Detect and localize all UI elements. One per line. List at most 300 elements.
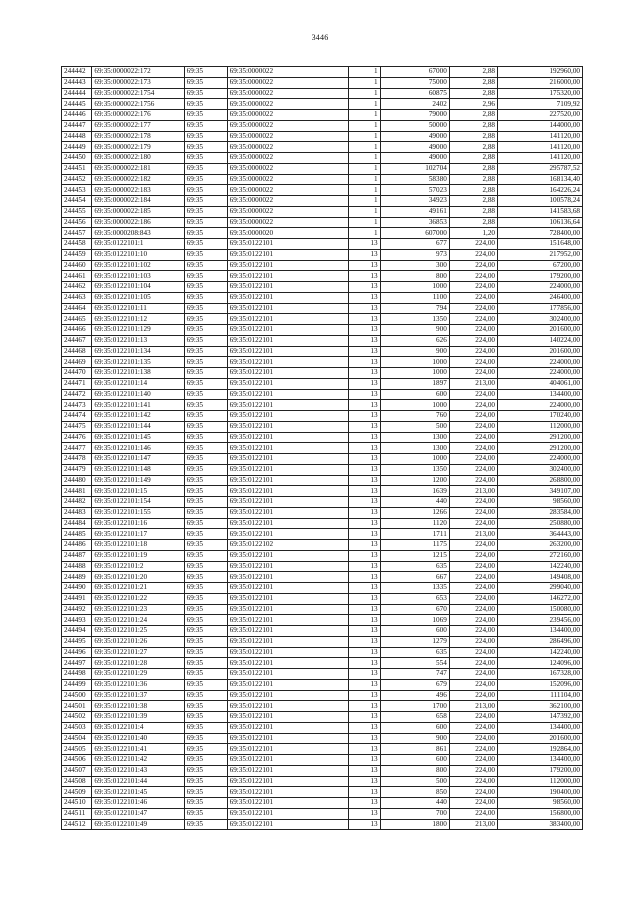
cadastral-number-cell: 69:35:0122101:17 <box>92 529 184 540</box>
cadastral-number-cell: 69:35:0122101:1 <box>92 239 184 250</box>
area-cell: 600 <box>380 722 449 733</box>
specific-value-cell: 2,88 <box>449 77 497 88</box>
cadastral-value-cell: 239456,00 <box>498 615 583 626</box>
table-row <box>62 690 583 701</box>
specific-value-cell: 2,88 <box>449 185 497 196</box>
land-category-cell: 13 <box>349 669 380 680</box>
area-cell: 102704 <box>380 163 449 174</box>
area-cell: 1069 <box>380 615 449 626</box>
table-row <box>62 722 583 733</box>
district-code-cell: 69:35 <box>184 787 227 798</box>
record-number-cell: 244458 <box>62 239 92 250</box>
land-category-cell: 13 <box>349 389 380 400</box>
cadastral-value-cell: 291200,00 <box>498 443 583 454</box>
cadastral-value-cell: 167328,00 <box>498 669 583 680</box>
cadastral-value-cell: 175320,00 <box>498 88 583 99</box>
record-number-cell: 244500 <box>62 690 92 701</box>
record-number-cell: 244456 <box>62 217 92 228</box>
specific-value-cell: 224,00 <box>449 755 497 766</box>
area-cell: 1350 <box>380 464 449 475</box>
cadastral-number-cell: 69:35:0122101:4 <box>92 722 184 733</box>
cadastral-value-cell: 179200,00 <box>498 271 583 282</box>
record-number-cell: 244511 <box>62 808 92 819</box>
area-cell: 57023 <box>380 185 449 196</box>
specific-value-cell: 224,00 <box>449 593 497 604</box>
cadastral-value-cell: 272160,00 <box>498 550 583 561</box>
district-code-cell: 69:35 <box>184 486 227 497</box>
cadastral-value-cell: 201600,00 <box>498 325 583 336</box>
cadastral-quarter-cell: 69:35:0122101 <box>227 572 349 583</box>
cadastral-quarter-cell: 69:35:0000022 <box>227 185 349 196</box>
land-category-cell: 13 <box>349 335 380 346</box>
cadastral-quarter-cell: 69:35:0122101 <box>227 744 349 755</box>
land-category-cell: 13 <box>349 239 380 250</box>
area-cell: 1897 <box>380 378 449 389</box>
cadastral-quarter-cell: 69:35:0122101 <box>227 690 349 701</box>
record-number-cell: 244510 <box>62 798 92 809</box>
table-row <box>62 507 583 518</box>
cadastral-quarter-cell: 69:35:0122101 <box>227 335 349 346</box>
table-row <box>62 368 583 379</box>
cadastral-value-cell: 246400,00 <box>498 292 583 303</box>
cadastral-quarter-cell: 69:35:0122101 <box>227 292 349 303</box>
cadastral-number-cell: 69:35:0122101:36 <box>92 679 184 690</box>
table-row <box>62 206 583 217</box>
specific-value-cell: 2,88 <box>449 163 497 174</box>
land-category-cell: 13 <box>349 593 380 604</box>
land-category-cell: 13 <box>349 518 380 529</box>
cadastral-number-cell: 69:35:0122101:27 <box>92 647 184 658</box>
cadastral-number-cell: 69:35:0122101:147 <box>92 454 184 465</box>
land-category-cell: 1 <box>349 88 380 99</box>
land-category-cell: 13 <box>349 314 380 325</box>
cadastral-number-cell: 69:35:0000022:180 <box>92 153 184 164</box>
area-cell: 1175 <box>380 540 449 551</box>
specific-value-cell: 224,00 <box>449 604 497 615</box>
record-number-cell: 244501 <box>62 701 92 712</box>
record-number-cell: 244493 <box>62 615 92 626</box>
record-number-cell: 244468 <box>62 346 92 357</box>
land-category-cell: 13 <box>349 679 380 690</box>
specific-value-cell: 224,00 <box>449 454 497 465</box>
cadastral-quarter-cell: 69:35:0000020 <box>227 228 349 239</box>
land-category-cell: 1 <box>349 142 380 153</box>
cadastral-number-cell: 69:35:0122101:44 <box>92 776 184 787</box>
cadastral-value-cell: 164226,24 <box>498 185 583 196</box>
land-category-cell: 13 <box>349 346 380 357</box>
cadastral-quarter-cell: 69:35:0122101 <box>227 529 349 540</box>
cadastral-quarter-cell: 69:35:0122101 <box>227 561 349 572</box>
land-category-cell: 13 <box>349 432 380 443</box>
cadastral-number-cell: 69:35:0122101:103 <box>92 271 184 282</box>
table-body <box>62 67 583 830</box>
cadastral-number-cell: 69:35:0122101:135 <box>92 357 184 368</box>
cadastral-value-cell: 227520,00 <box>498 110 583 121</box>
table-row <box>62 249 583 260</box>
area-cell: 1711 <box>380 529 449 540</box>
district-code-cell: 69:35 <box>184 389 227 400</box>
district-code-cell: 69:35 <box>184 292 227 303</box>
cadastral-value-cell: 177856,00 <box>498 303 583 314</box>
land-category-cell: 13 <box>349 626 380 637</box>
cadastral-quarter-cell: 69:35:0122101 <box>227 701 349 712</box>
cadastral-quarter-cell: 69:35:0000022 <box>227 88 349 99</box>
district-code-cell: 69:35 <box>184 368 227 379</box>
area-cell: 800 <box>380 765 449 776</box>
cadastral-number-cell: 69:35:0122101:102 <box>92 260 184 271</box>
table-row <box>62 346 583 357</box>
cadastral-value-cell: 111104,00 <box>498 690 583 701</box>
cadastral-quarter-cell: 69:35:0122101 <box>227 303 349 314</box>
land-category-cell: 13 <box>349 475 380 486</box>
specific-value-cell: 2,96 <box>449 99 497 110</box>
table-row <box>62 626 583 637</box>
record-number-cell: 244477 <box>62 443 92 454</box>
area-cell: 1279 <box>380 636 449 647</box>
area-cell: 900 <box>380 733 449 744</box>
specific-value-cell: 224,00 <box>449 658 497 669</box>
cadastral-number-cell: 69:35:0000022:179 <box>92 142 184 153</box>
cadastral-number-cell: 69:35:0000022:181 <box>92 163 184 174</box>
table-row <box>62 464 583 475</box>
table-row <box>62 303 583 314</box>
table-row <box>62 325 583 336</box>
cadastral-number-cell: 69:35:0122101:140 <box>92 389 184 400</box>
land-category-cell: 1 <box>349 99 380 110</box>
district-code-cell: 69:35 <box>184 421 227 432</box>
table-row <box>62 217 583 228</box>
area-cell: 635 <box>380 561 449 572</box>
specific-value-cell: 224,00 <box>449 583 497 594</box>
cadastral-quarter-cell: 69:35:0000022 <box>227 142 349 153</box>
table-row <box>62 174 583 185</box>
table-row <box>62 776 583 787</box>
record-number-cell: 244502 <box>62 712 92 723</box>
district-code-cell: 69:35 <box>184 636 227 647</box>
specific-value-cell: 224,00 <box>449 615 497 626</box>
district-code-cell: 69:35 <box>184 593 227 604</box>
district-code-cell: 69:35 <box>184 561 227 572</box>
specific-value-cell: 224,00 <box>449 787 497 798</box>
cadastral-value-cell: 217952,00 <box>498 249 583 260</box>
cadastral-quarter-cell: 69:35:0122101 <box>227 722 349 733</box>
table-row <box>62 282 583 293</box>
district-code-cell: 69:35 <box>184 755 227 766</box>
specific-value-cell: 224,00 <box>449 722 497 733</box>
record-number-cell: 244494 <box>62 626 92 637</box>
specific-value-cell: 224,00 <box>449 260 497 271</box>
cadastral-quarter-cell: 69:35:0000022 <box>227 99 349 110</box>
land-category-cell: 13 <box>349 378 380 389</box>
district-code-cell: 69:35 <box>184 819 227 830</box>
area-cell: 600 <box>380 389 449 400</box>
cadastral-quarter-cell: 69:35:0122101 <box>227 368 349 379</box>
district-code-cell: 69:35 <box>184 314 227 325</box>
specific-value-cell: 2,88 <box>449 120 497 131</box>
specific-value-cell: 224,00 <box>449 249 497 260</box>
cadastral-quarter-cell: 69:35:0122101 <box>227 507 349 518</box>
record-number-cell: 244447 <box>62 120 92 131</box>
cadastral-value-cell: 190400,00 <box>498 787 583 798</box>
cadastral-number-cell: 69:35:0000022:172 <box>92 67 184 78</box>
record-number-cell: 244483 <box>62 507 92 518</box>
area-cell: 1000 <box>380 282 449 293</box>
table-row <box>62 131 583 142</box>
record-number-cell: 244449 <box>62 142 92 153</box>
cadastral-value-cell: 124096,00 <box>498 658 583 669</box>
cadastral-quarter-cell: 69:35:0122101 <box>227 378 349 389</box>
land-category-cell: 1 <box>349 77 380 88</box>
table-row <box>62 658 583 669</box>
area-cell: 667 <box>380 572 449 583</box>
area-cell: 1300 <box>380 432 449 443</box>
cadastral-value-cell: 224000,00 <box>498 357 583 368</box>
cadastral-number-cell: 69:35:0122101:20 <box>92 572 184 583</box>
cadastral-number-cell: 69:35:0122101:149 <box>92 475 184 486</box>
table-row <box>62 615 583 626</box>
area-cell: 440 <box>380 798 449 809</box>
area-cell: 75000 <box>380 77 449 88</box>
area-cell: 1800 <box>380 819 449 830</box>
specific-value-cell: 2,88 <box>449 206 497 217</box>
cadastral-quarter-cell: 69:35:0122101 <box>227 798 349 809</box>
cadastral-value-cell: 291200,00 <box>498 432 583 443</box>
area-cell: 49161 <box>380 206 449 217</box>
district-code-cell: 69:35 <box>184 325 227 336</box>
table-row <box>62 518 583 529</box>
cadastral-number-cell: 69:35:0000022:176 <box>92 110 184 121</box>
area-cell: 679 <box>380 679 449 690</box>
area-cell: 49000 <box>380 153 449 164</box>
table-row <box>62 755 583 766</box>
cadastral-number-cell: 69:35:0122101:11 <box>92 303 184 314</box>
cadastral-quarter-cell: 69:35:0122101 <box>227 346 349 357</box>
specific-value-cell: 1,20 <box>449 228 497 239</box>
cadastral-value-cell: 302400,00 <box>498 464 583 475</box>
land-category-cell: 13 <box>349 303 380 314</box>
cadastral-value-cell: 263200,00 <box>498 540 583 551</box>
district-code-cell: 69:35 <box>184 77 227 88</box>
specific-value-cell: 224,00 <box>449 572 497 583</box>
district-code-cell: 69:35 <box>184 464 227 475</box>
record-number-cell: 244507 <box>62 765 92 776</box>
area-cell: 900 <box>380 325 449 336</box>
cadastral-number-cell: 69:35:0122101:138 <box>92 368 184 379</box>
district-code-cell: 69:35 <box>184 604 227 615</box>
specific-value-cell: 224,00 <box>449 432 497 443</box>
land-category-cell: 13 <box>349 787 380 798</box>
cadastral-value-cell: 141120,00 <box>498 142 583 153</box>
specific-value-cell: 2,88 <box>449 110 497 121</box>
district-code-cell: 69:35 <box>184 722 227 733</box>
specific-value-cell: 224,00 <box>449 271 497 282</box>
cadastral-quarter-cell: 69:35:0122101 <box>227 464 349 475</box>
land-category-cell: 13 <box>349 411 380 422</box>
cadastral-value-cell: 728400,00 <box>498 228 583 239</box>
table-row <box>62 411 583 422</box>
area-cell: 1215 <box>380 550 449 561</box>
cadastral-quarter-cell: 69:35:0000022 <box>227 153 349 164</box>
area-cell: 300 <box>380 260 449 271</box>
land-category-cell: 13 <box>349 454 380 465</box>
land-category-cell: 13 <box>349 722 380 733</box>
cadastral-quarter-cell: 69:35:0122101 <box>227 518 349 529</box>
cadastral-number-cell: 69:35:0122101:45 <box>92 787 184 798</box>
cadastral-quarter-cell: 69:35:0000022 <box>227 217 349 228</box>
land-category-cell: 13 <box>349 733 380 744</box>
specific-value-cell: 213,00 <box>449 486 497 497</box>
area-cell: 677 <box>380 239 449 250</box>
district-code-cell: 69:35 <box>184 701 227 712</box>
specific-value-cell: 224,00 <box>449 636 497 647</box>
land-category-cell: 13 <box>349 744 380 755</box>
district-code-cell: 69:35 <box>184 733 227 744</box>
record-number-cell: 244445 <box>62 99 92 110</box>
district-code-cell: 69:35 <box>184 808 227 819</box>
specific-value-cell: 224,00 <box>449 368 497 379</box>
record-number-cell: 244492 <box>62 604 92 615</box>
table-row <box>62 185 583 196</box>
land-category-cell: 1 <box>349 206 380 217</box>
table-row <box>62 647 583 658</box>
record-number-cell: 244508 <box>62 776 92 787</box>
record-number-cell: 244490 <box>62 583 92 594</box>
land-category-cell: 1 <box>349 163 380 174</box>
cadastral-quarter-cell: 69:35:0122101 <box>227 411 349 422</box>
land-category-cell: 13 <box>349 572 380 583</box>
cadastral-value-cell: 141583,68 <box>498 206 583 217</box>
cadastral-value-cell: 147392,00 <box>498 712 583 723</box>
district-code-cell: 69:35 <box>184 540 227 551</box>
record-number-cell: 244473 <box>62 400 92 411</box>
cadastral-quarter-cell: 69:35:0000022 <box>227 196 349 207</box>
specific-value-cell: 224,00 <box>449 712 497 723</box>
district-code-cell: 69:35 <box>184 99 227 110</box>
cadastral-quarter-cell: 69:35:0122101 <box>227 400 349 411</box>
record-number-cell: 244495 <box>62 636 92 647</box>
area-cell: 60875 <box>380 88 449 99</box>
district-code-cell: 69:35 <box>184 669 227 680</box>
specific-value-cell: 2,88 <box>449 217 497 228</box>
record-number-cell: 244463 <box>62 292 92 303</box>
land-category-cell: 13 <box>349 497 380 508</box>
specific-value-cell: 224,00 <box>449 239 497 250</box>
cadastral-value-cell: 224000,00 <box>498 368 583 379</box>
cadastral-number-cell: 69:35:0122101:38 <box>92 701 184 712</box>
land-category-cell: 13 <box>349 550 380 561</box>
cadastral-number-cell: 69:35:0122101:16 <box>92 518 184 529</box>
cadastral-number-cell: 69:35:0122101:23 <box>92 604 184 615</box>
record-number-cell: 244465 <box>62 314 92 325</box>
cadastral-value-cell: 250880,00 <box>498 518 583 529</box>
table-row <box>62 540 583 551</box>
cadastral-number-cell: 69:35:0000022:177 <box>92 120 184 131</box>
district-code-cell: 69:35 <box>184 206 227 217</box>
record-number-cell: 244504 <box>62 733 92 744</box>
record-number-cell: 244479 <box>62 464 92 475</box>
district-code-cell: 69:35 <box>184 529 227 540</box>
land-category-cell: 13 <box>349 647 380 658</box>
record-number-cell: 244484 <box>62 518 92 529</box>
record-number-cell: 244485 <box>62 529 92 540</box>
district-code-cell: 69:35 <box>184 185 227 196</box>
area-cell: 440 <box>380 497 449 508</box>
district-code-cell: 69:35 <box>184 196 227 207</box>
district-code-cell: 69:35 <box>184 679 227 690</box>
land-category-cell: 13 <box>349 712 380 723</box>
cadastral-number-cell: 69:35:0000208:843 <box>92 228 184 239</box>
specific-value-cell: 2,88 <box>449 88 497 99</box>
record-number-cell: 244512 <box>62 819 92 830</box>
cadastral-value-cell: 112000,00 <box>498 776 583 787</box>
specific-value-cell: 2,88 <box>449 131 497 142</box>
cadastral-value-cell: 224000,00 <box>498 454 583 465</box>
area-cell: 626 <box>380 335 449 346</box>
record-number-cell: 244499 <box>62 679 92 690</box>
area-cell: 1266 <box>380 507 449 518</box>
land-category-cell: 1 <box>349 185 380 196</box>
cadastral-number-cell: 69:35:0122101:22 <box>92 593 184 604</box>
record-number-cell: 244474 <box>62 411 92 422</box>
area-cell: 1350 <box>380 314 449 325</box>
cadastral-number-cell: 69:35:0122101:21 <box>92 583 184 594</box>
cadastral-quarter-cell: 69:35:0122101 <box>227 497 349 508</box>
land-category-cell: 13 <box>349 765 380 776</box>
specific-value-cell: 2,88 <box>449 67 497 78</box>
cadastral-quarter-cell: 69:35:0122101 <box>227 604 349 615</box>
area-cell: 496 <box>380 690 449 701</box>
land-category-cell: 13 <box>349 636 380 647</box>
cadastral-number-cell: 69:35:0000022:185 <box>92 206 184 217</box>
table-row <box>62 561 583 572</box>
record-number-cell: 244478 <box>62 454 92 465</box>
table-row <box>62 77 583 88</box>
record-number-cell: 244487 <box>62 550 92 561</box>
area-cell: 1000 <box>380 400 449 411</box>
cadastral-quarter-cell: 69:35:0122101 <box>227 583 349 594</box>
cadastral-value-cell: 144000,00 <box>498 120 583 131</box>
district-code-cell: 69:35 <box>184 583 227 594</box>
cadastral-number-cell: 69:35:0122101:146 <box>92 443 184 454</box>
land-category-cell: 13 <box>349 464 380 475</box>
cadastral-quarter-cell: 69:35:0122101 <box>227 787 349 798</box>
table-row <box>62 497 583 508</box>
record-number-cell: 244489 <box>62 572 92 583</box>
table-row <box>62 593 583 604</box>
district-code-cell: 69:35 <box>184 615 227 626</box>
specific-value-cell: 224,00 <box>449 626 497 637</box>
specific-value-cell: 224,00 <box>449 540 497 551</box>
area-cell: 861 <box>380 744 449 755</box>
record-number-cell: 244488 <box>62 561 92 572</box>
land-category-cell: 13 <box>349 690 380 701</box>
specific-value-cell: 213,00 <box>449 378 497 389</box>
cadastral-value-cell: 170240,00 <box>498 411 583 422</box>
table-row <box>62 110 583 121</box>
cadastral-number-cell: 69:35:0122101:37 <box>92 690 184 701</box>
record-number-cell: 244454 <box>62 196 92 207</box>
record-number-cell: 244444 <box>62 88 92 99</box>
table-row <box>62 475 583 486</box>
district-code-cell: 69:35 <box>184 67 227 78</box>
table-row <box>62 239 583 250</box>
district-code-cell: 69:35 <box>184 454 227 465</box>
district-code-cell: 69:35 <box>184 765 227 776</box>
cadastral-quarter-cell: 69:35:0122101 <box>227 819 349 830</box>
cadastral-number-cell: 69:35:0122101:25 <box>92 626 184 637</box>
land-category-cell: 13 <box>349 540 380 551</box>
cadastral-value-cell: 404061,00 <box>498 378 583 389</box>
